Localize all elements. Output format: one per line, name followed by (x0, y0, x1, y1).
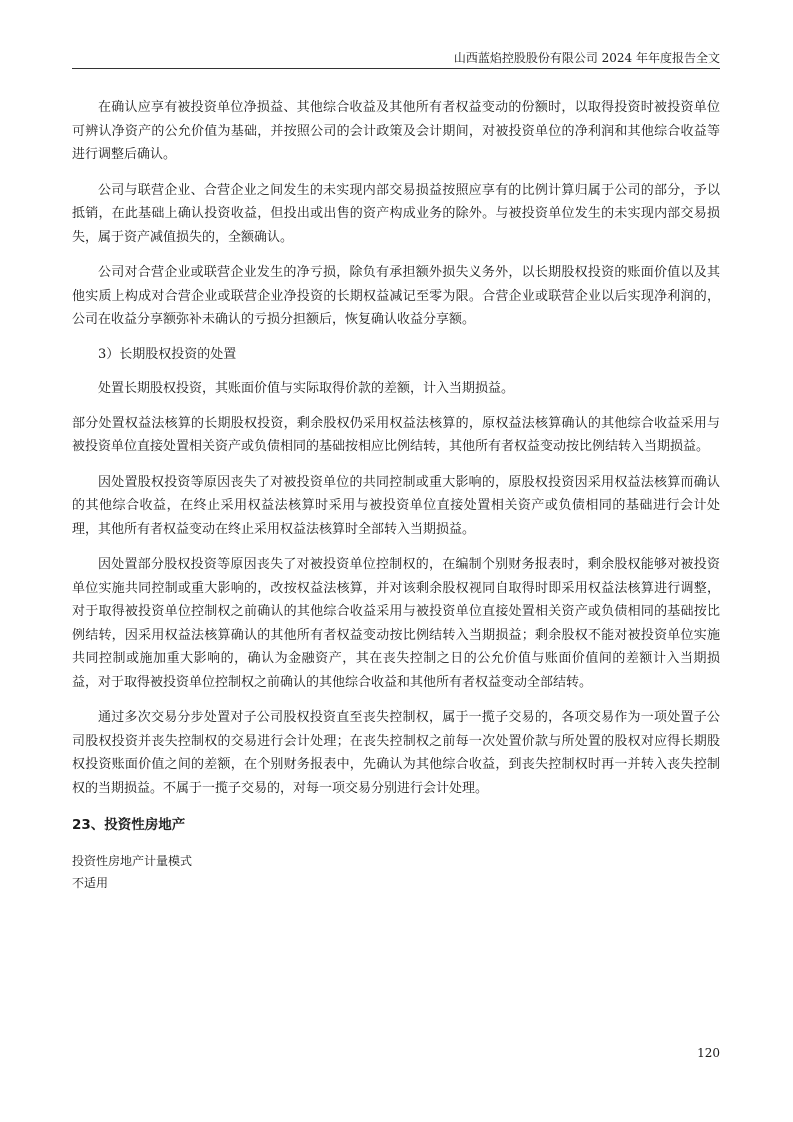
paragraph-stepwise-disposal: 通过多次交易分步处置对子公司股权投资直至丧失控制权，属于一揽子交易的，各项交易作为一项处置子公司股权投资并丧失控制权的交易进行会计处理；在丧失控制权之前每一次处置价款与所处置的股权对应得长期股权投资账面价值之间的差额，在个别财务报表中，先确认为其他综合收益，到丧失控制权时再一并转入丧失控制权的当期损益。不属于一揽子交易的，对每一项交易分别进行会计处理。 (72, 710, 720, 796)
document-body (72, 96, 720, 894)
paragraph-loss-of-control: 因处置部分股权投资等原因丧失了对被投资单位控制权的，在编制个别财务报表时，剩余股权能够对被投资单位实施共同控制或重大影响的，改按权益法核算，并对该剩余股权视同自取得时即采用权益法核算进行调整，对于取得被投资单位控制权之前确认的其他综合收益采用与被投资单位直接处置相关资产或负债相同的基础按比例结转，因采用权益法核算确认的其他所有者权益变动按比例结转入当期损益；剩余股权不能对被投资单位实施共同控制或施加重大影响的，确认为金融资产，其在丧失控制之日的公允价值与账面价值间的差额计入当期损益，对于取得被投资单位控制权之前确认的其他综合收益和其他所有者权益变动全部结转。 (72, 557, 720, 690)
report-title: 山西蓝焰控股股份有限公司 2024 年年度报告全文 (453, 51, 720, 65)
measure-mode-label: 投资性房地产计量模式 (72, 854, 193, 868)
paragraph-net-loss: 公司对合营企业或联营企业发生的净亏损，除负有承担额外损失义务外，以长期股权投资的账面价值以及其他实质上构成对合营企业或联营企业净投资的长期权益减记至零为限。合营企业或联营企业以后实现净利润的，公司在收益分享额弥补未确认的亏损分担额后，恢复确认收益分享额。 (72, 265, 720, 327)
paragraph-partial-disposal: 部分处置权益法核算的长期股权投资，剩余股权仍采用权益法核算的，原权益法核算确认的其他综合收益采用与被投资单位直接处置相关资产或负债相同的基础按相应比例结转，其他所有者权益变动按比例结转入当期损益。 (72, 415, 720, 454)
paragraph-disposal-gain: 处置长期股权投资，其账面价值与实际取得价款的差额，计入当期损益。 (98, 381, 515, 396)
subheading-disposal: 3）长期股权投资的处置 (98, 346, 237, 362)
paragraph-loss-of-influence: 因处置股权投资等原因丧失了对被投资单位的共同控制或重大影响的，原股权投资因采用权益法核算而确认的其他综合收益，在终止采用权益法核算时采用与被投资单位直接处置相关资产或负债相同的基础进行会计处理，其他所有者权益变动在终止采用权益法核算时全部转入当期损益。 (72, 474, 720, 537)
section-heading-investment-property: 23、投资性房地产 (72, 817, 186, 833)
paragraph-unrealized-gains: 公司与联营企业、合营企业之间发生的未实现内部交易损益按照应享有的比例计算归属于公司的部分，予以抵销，在此基础上确认投资收益，但投出或出售的资产构成业务的除外。与被投资单位发生的未实现内部交易损失，属于资产减值损失的，全额确认。 (72, 182, 720, 245)
page-number: 120 (697, 1046, 720, 1060)
measure-mode-value: 不适用 (72, 876, 109, 890)
page-header (72, 50, 720, 69)
paragraph-equity-share-recognition: 在确认应享有被投资单位净损益、其他综合收益及其他所有者权益变动的份额时，以取得投资时被投资单位可辨认净资产的公允价值为基础，并按照公司的会计政策及会计期间，对被投资单位的净利润和其他综合收益等进行调整后确认。 (72, 100, 720, 162)
